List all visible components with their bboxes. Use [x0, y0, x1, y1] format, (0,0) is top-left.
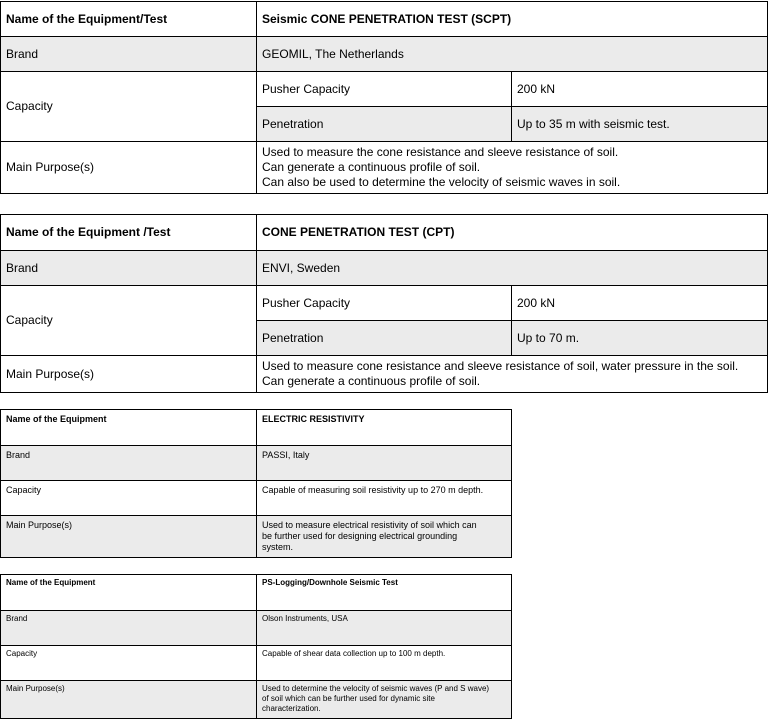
purpose-line: Used to measure the cone resistance and sleeve resistance of soil. [262, 145, 619, 159]
brand-value: GEOMIL, The Netherlands [257, 37, 768, 72]
capacity-label: Capacity [1, 481, 257, 516]
header-value: CONE PENETRATION TEST (CPT) [257, 215, 768, 251]
purpose-line: Can generate a continuous profile of soil. [262, 374, 481, 388]
purpose-value [257, 356, 768, 393]
capacity-value: Capable of shear data collection up to 100 m depth. [257, 646, 512, 681]
pusher-capacity-value: 200 kN [512, 286, 768, 321]
purpose-value [257, 681, 512, 719]
purpose-line: characterization. [262, 704, 321, 713]
purpose-line: system. [262, 542, 294, 552]
penetration-label: Penetration [257, 321, 512, 356]
header-value: PS-Logging/Downhole Seismic Test [257, 575, 512, 611]
brand-value: Olson Instruments, USA [257, 611, 512, 646]
purpose-value [257, 142, 768, 194]
header-value: Seismic CONE PENETRATION TEST (SCPT) [257, 2, 768, 37]
purpose-label: Main Purpose(s) [1, 142, 257, 194]
purpose-line: of soil which can be further used for dynamic site [262, 694, 435, 703]
brand-label: Brand [1, 446, 257, 481]
header-label: Name of the Equipment [1, 410, 257, 446]
pusher-capacity-label: Pusher Capacity [257, 286, 512, 321]
header-label: Name of the Equipment /Test [1, 215, 257, 251]
purpose-value [257, 516, 512, 558]
purpose-line: Used to measure cone resistance and sleeve resistance of soil, water pressure in the soil. [262, 359, 739, 373]
purpose-label: Main Purpose(s) [1, 681, 257, 719]
brand-value: PASSI, Italy [257, 446, 512, 481]
capacity-value: Capable of measuring soil resistivity up to 270 m depth. [257, 481, 512, 516]
penetration-value: Up to 70 m. [512, 321, 768, 356]
scpt-equipment-table [0, 1, 768, 194]
capacity-label: Capacity [1, 646, 257, 681]
brand-label: Brand [1, 611, 257, 646]
purpose-line: Can also be used to determine the velocity of seismic waves in soil. [262, 175, 621, 189]
purpose-line: Can generate a continuous profile of soil. [262, 160, 481, 174]
purpose-line: Used to measure electrical resistivity of soil which can [262, 520, 477, 530]
header-label: Name of the Equipment [1, 575, 257, 611]
pusher-capacity-value: 200 kN [512, 72, 768, 107]
purpose-label: Main Purpose(s) [1, 516, 257, 558]
purpose-line: be further used for designing electrical grounding [262, 531, 458, 541]
brand-value: ENVI, Sweden [257, 251, 768, 286]
purpose-label: Main Purpose(s) [1, 356, 257, 393]
brand-label: Brand [1, 37, 257, 72]
capacity-label: Capacity [1, 286, 257, 356]
header-label: Name of the Equipment/Test [1, 2, 257, 37]
capacity-label: Capacity [1, 72, 257, 142]
purpose-line: Used to determine the velocity of seismic waves (P and S wave) [262, 684, 490, 693]
pusher-capacity-label: Pusher Capacity [257, 72, 512, 107]
electric-resistivity-table [0, 409, 512, 558]
header-value: ELECTRIC RESISTIVITY [257, 410, 512, 446]
penetration-value: Up to 35 m with seismic test. [512, 107, 768, 142]
cpt-equipment-table [0, 214, 768, 393]
penetration-label: Penetration [257, 107, 512, 142]
ps-logging-table [0, 574, 512, 719]
brand-label: Brand [1, 251, 257, 286]
